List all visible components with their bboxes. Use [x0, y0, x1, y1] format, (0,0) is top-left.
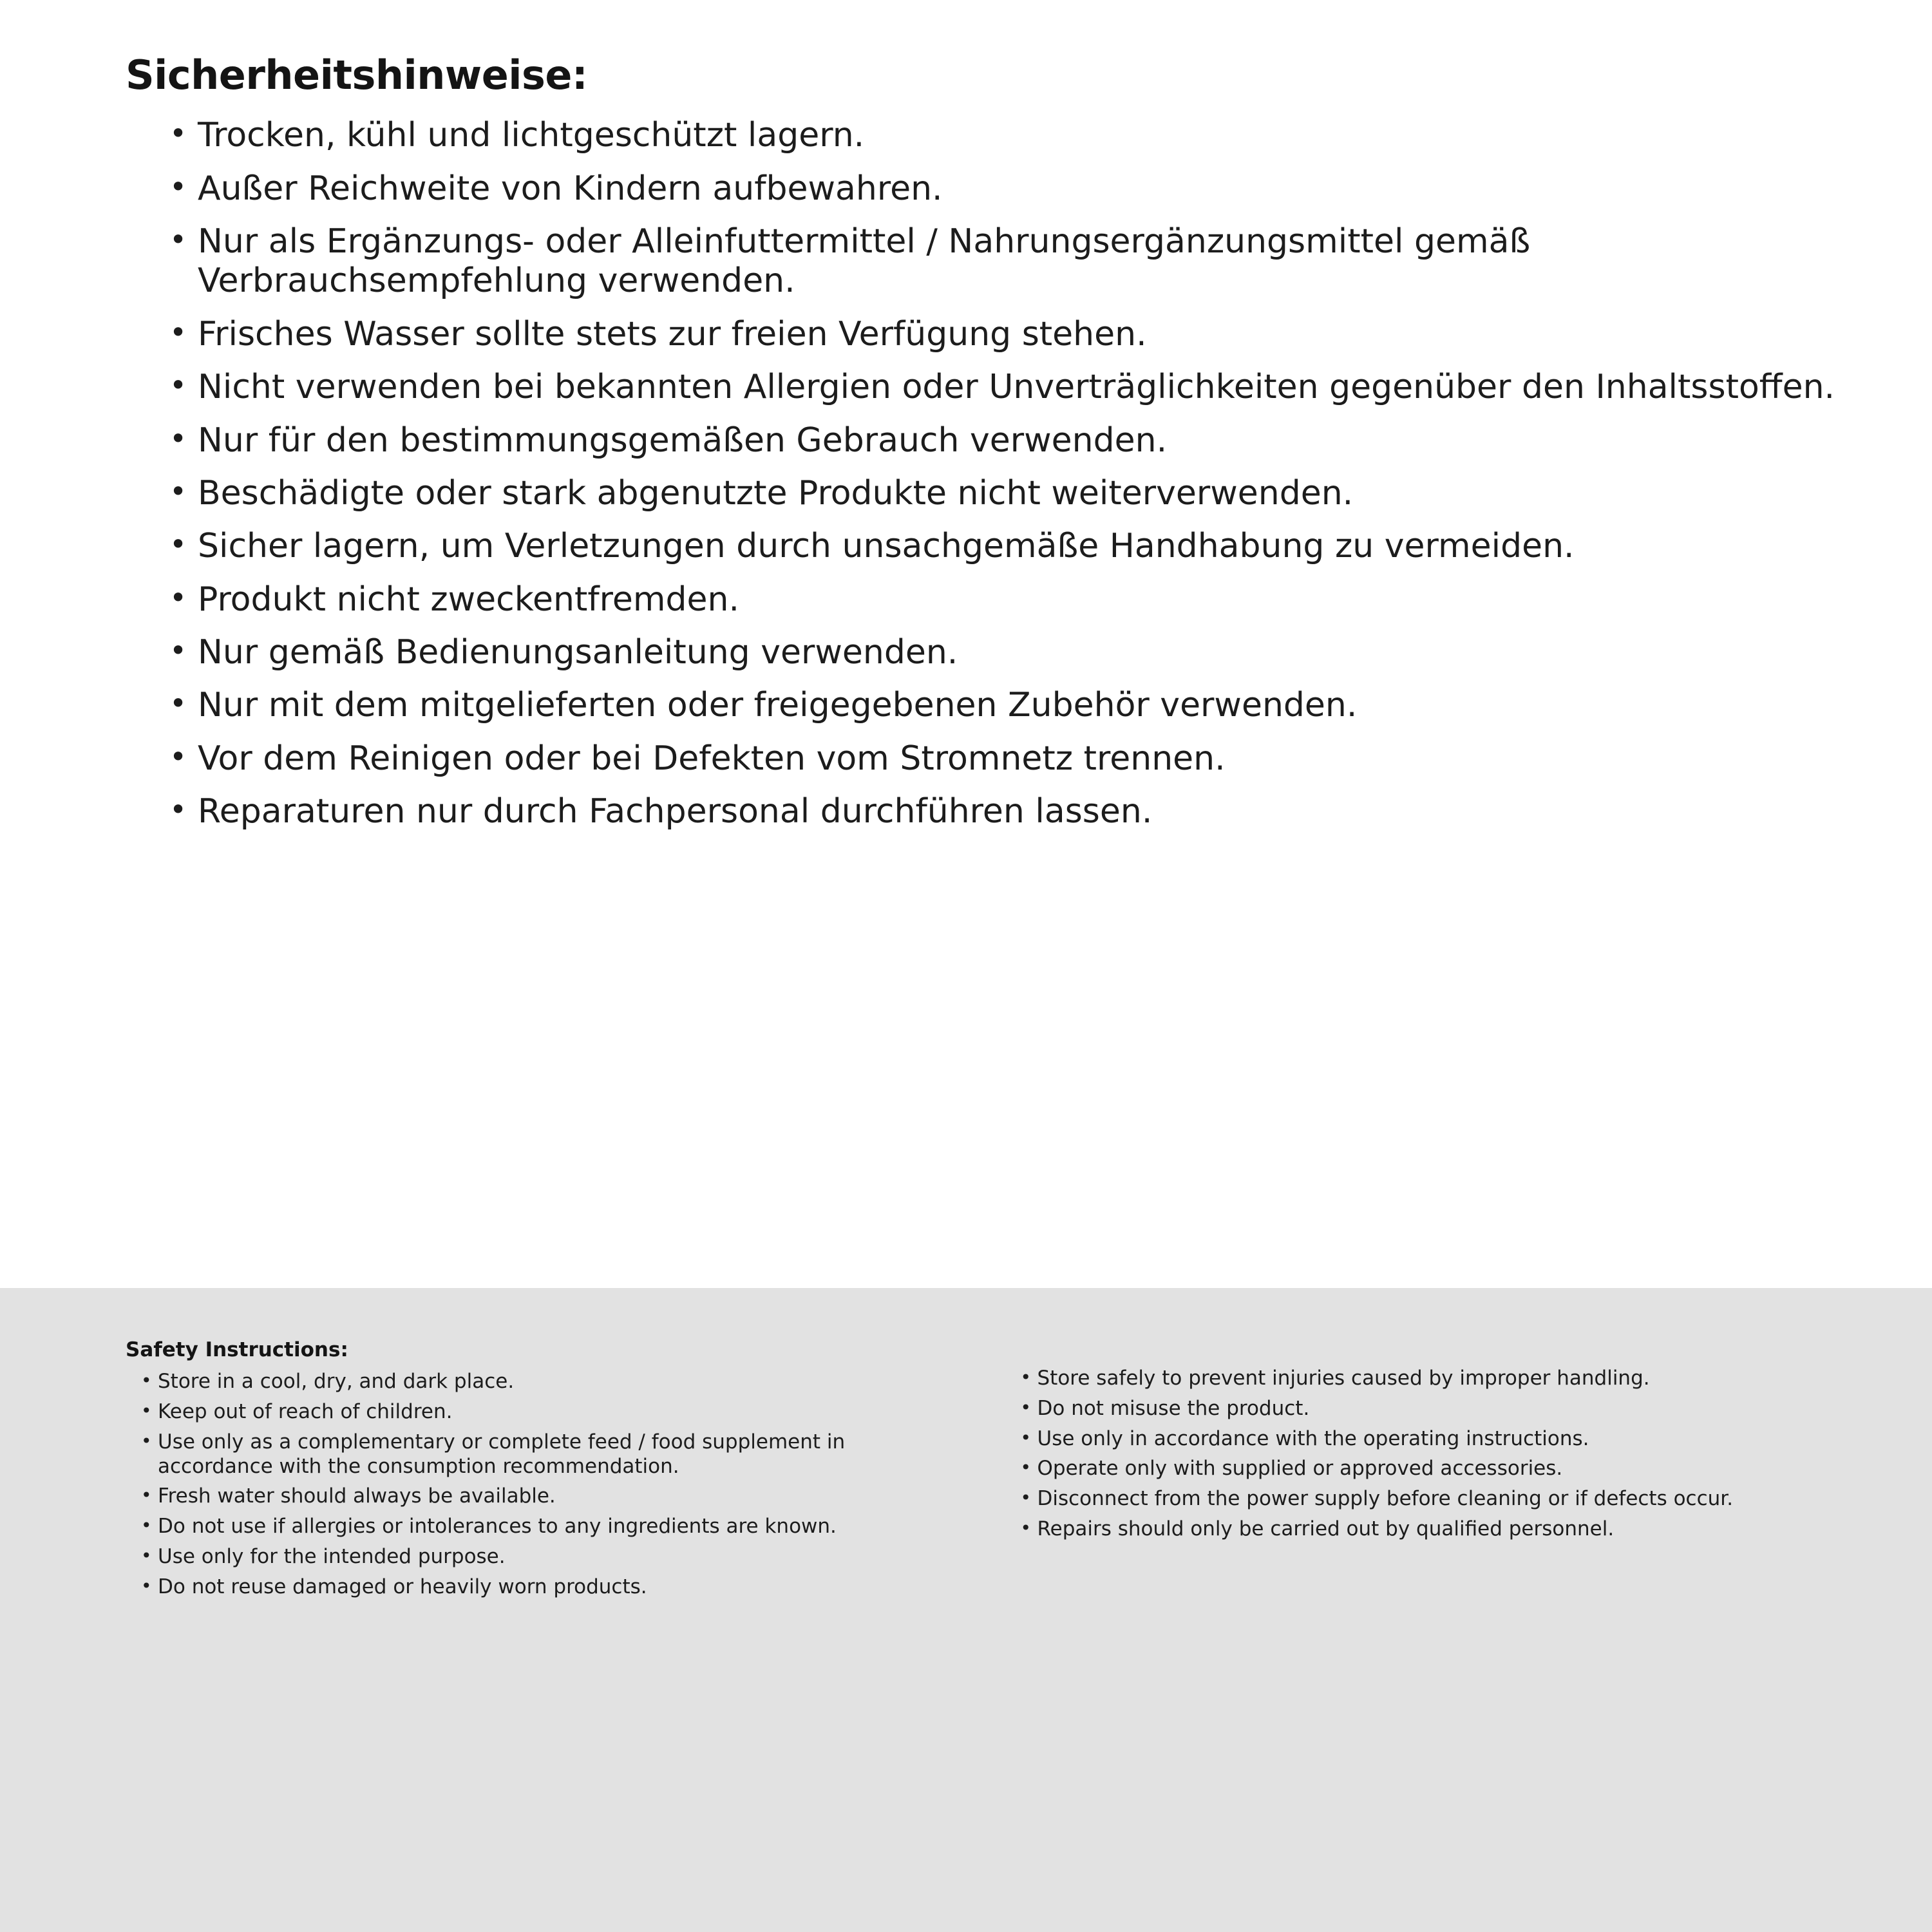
list-item-text: Vor dem Reinigen oder bei Defekten vom Stromnetz trennen. — [198, 739, 1226, 778]
list-item — [140, 1575, 961, 1600]
list-item-text: Store in a cool, dry, and dark place. — [158, 1370, 515, 1394]
list-item-text: Außer Reichweite von Kindern aufbewahren. — [198, 169, 943, 208]
list-item-text: Beschädigte oder stark abgenutzte Produkte nicht weiterverwenden. — [198, 473, 1354, 513]
list-item — [164, 739, 1846, 779]
list-item-text: Use only for the intended purpose. — [158, 1545, 506, 1569]
list-item — [164, 368, 1846, 407]
list-item — [1019, 1427, 1855, 1452]
list-item-text: Do not use if allergies or intolerances to any ingredients are known. — [158, 1515, 837, 1539]
list-item-text: Do not reuse damaged or heavily worn products. — [158, 1575, 647, 1598]
bullet-icon: • — [169, 580, 187, 615]
bullet-icon: • — [169, 792, 187, 828]
list-item — [164, 222, 1846, 301]
list-item-text: Keep out of reach of children. — [158, 1400, 453, 1423]
list-item — [164, 633, 1846, 672]
list-item — [164, 474, 1846, 513]
list-item-text: Use only as a complementary or complete feed / food supplement in accordance with the consumption recommendation. — [158, 1430, 846, 1478]
bullet-icon: • — [169, 686, 187, 721]
list-item — [164, 315, 1846, 354]
bullet-icon: • — [169, 314, 187, 350]
list-item — [140, 1430, 961, 1479]
list-item — [1019, 1397, 1855, 1421]
bullet-icon: • — [141, 1484, 152, 1506]
bullet-icon: • — [1020, 1457, 1032, 1479]
bullet-icon: • — [141, 1400, 152, 1421]
list-item-text: Reparaturen nur durch Fachpersonal durchführen lassen. — [198, 792, 1153, 831]
bullet-icon: • — [141, 1430, 152, 1452]
list-item — [164, 686, 1846, 725]
bullet-icon: • — [1020, 1367, 1032, 1388]
list-item-text: Use only in accordance with the operating instructions. — [1037, 1426, 1589, 1450]
list-item-text: Sicher lagern, um Verletzungen durch unsachgemäße Handhabung zu vermeiden. — [198, 527, 1575, 566]
bullet-icon: • — [1020, 1396, 1032, 1418]
bullet-icon: • — [169, 421, 187, 456]
list-item — [164, 792, 1846, 831]
list-item — [140, 1370, 961, 1394]
bullet-icon: • — [169, 169, 187, 204]
list-item — [164, 527, 1846, 566]
german-safety-list — [126, 116, 1861, 831]
bullet-icon: • — [1020, 1426, 1032, 1448]
bullet-icon: • — [141, 1370, 152, 1392]
bullet-icon: • — [169, 116, 187, 151]
list-item — [1019, 1517, 1855, 1542]
list-item-text: Operate only with supplied or approved accessories. — [1037, 1457, 1563, 1481]
list-item-text: Produkt nicht zweckentfremden. — [198, 580, 740, 619]
list-item-text: Trocken, kühl und lichtgeschützt lagern. — [198, 116, 865, 155]
list-item-text: Do not misuse the product. — [1037, 1396, 1310, 1420]
list-item — [140, 1484, 961, 1509]
list-item-text: Nicht verwenden bei bekannten Allergien oder Unverträglichkeiten gegenüber den Inhaltsstoffen. — [198, 368, 1835, 407]
list-item — [140, 1545, 961, 1569]
list-item — [164, 169, 1846, 209]
list-item-text: Nur mit dem mitgelieferten oder freigegebenen Zubehör verwenden. — [198, 686, 1358, 725]
list-item — [140, 1400, 961, 1425]
bullet-icon: • — [169, 473, 187, 509]
list-item — [164, 116, 1846, 155]
english-safety-section — [0, 1288, 1932, 1932]
list-item — [1019, 1457, 1855, 1481]
english-safety-list-left — [126, 1370, 961, 1600]
list-item-text: Frisches Wasser sollte stets zur freien Verfügung stehen. — [198, 314, 1147, 354]
bullet-icon: • — [141, 1575, 152, 1596]
list-item — [164, 421, 1846, 460]
list-item — [164, 580, 1846, 620]
list-item — [1019, 1367, 1855, 1391]
bullet-icon: • — [169, 368, 187, 403]
bullet-icon: • — [141, 1515, 152, 1537]
list-item-text: Nur als Ergänzungs- oder Alleinfuttermittel / Nahrungsergänzungsmittel gemäß Verbrauchsempfehlung verwenden. — [198, 222, 1531, 301]
english-section-title: Safety Instructions: — [126, 1338, 348, 1361]
bullet-icon: • — [1020, 1517, 1032, 1539]
list-item-text: Nur gemäß Bedienungsanleitung verwenden. — [198, 632, 958, 672]
list-item-text: Nur für den bestimmungsgemäßen Gebrauch verwenden. — [198, 421, 1168, 460]
list-item-text: Disconnect from the power supply before cleaning or if defects occur. — [1037, 1487, 1734, 1511]
list-item — [140, 1515, 961, 1539]
bullet-icon: • — [169, 222, 187, 258]
bullet-icon: • — [141, 1545, 152, 1567]
page-title: Sicherheitshinweise: — [126, 52, 588, 99]
bullet-icon: • — [1020, 1487, 1032, 1509]
bullet-icon: • — [169, 739, 187, 774]
list-item-text: Store safely to prevent injuries caused by improper handling. — [1037, 1367, 1650, 1390]
list-item-text: Repairs should only be carried out by qualified personnel. — [1037, 1517, 1615, 1541]
list-item — [1019, 1487, 1855, 1511]
english-column-left — [126, 1338, 961, 1893]
english-safety-list-right — [1019, 1367, 1855, 1542]
bullet-icon: • — [169, 527, 187, 562]
list-item-text: Fresh water should always be available. — [158, 1484, 556, 1508]
english-column-right — [1019, 1338, 1855, 1893]
bullet-icon: • — [169, 632, 187, 668]
